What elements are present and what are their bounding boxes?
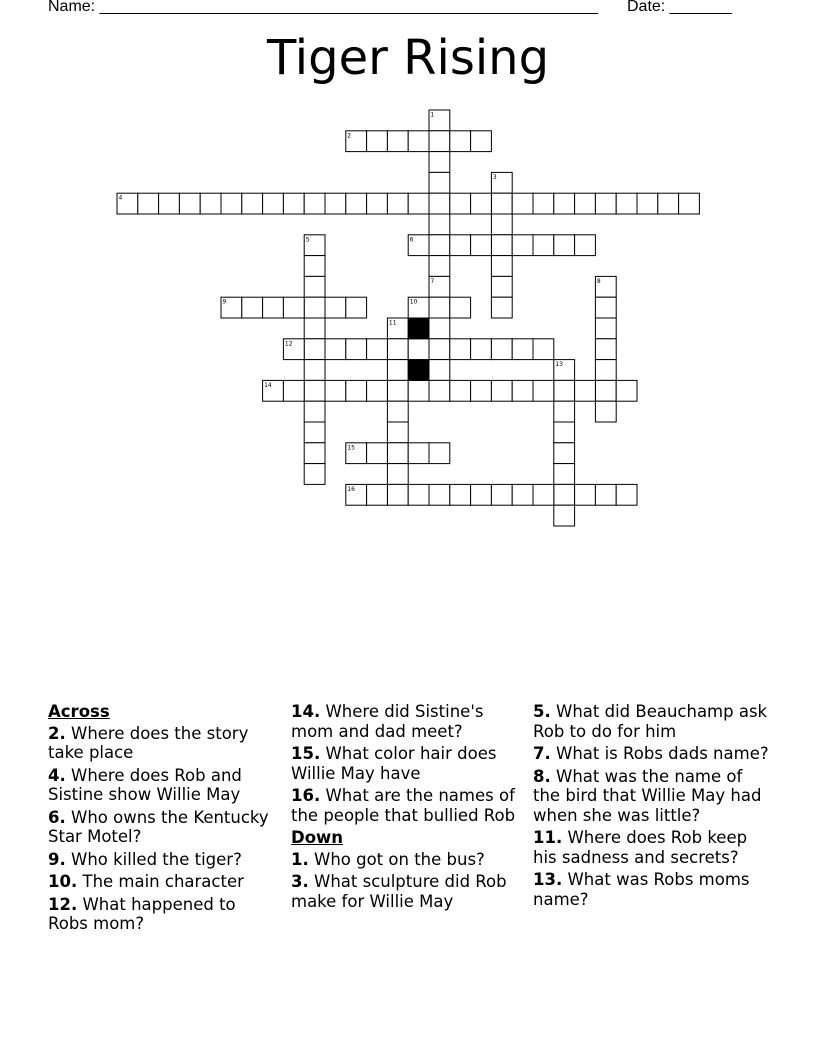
clue-text: What color hair does Willie May have bbox=[291, 744, 497, 783]
grid-cell[interactable] bbox=[304, 256, 325, 277]
grid-cell[interactable] bbox=[304, 401, 325, 422]
grid-cell[interactable] bbox=[387, 193, 408, 214]
clue-across-9 bbox=[48, 850, 280, 870]
grid-cell[interactable] bbox=[450, 131, 471, 152]
grid-cell[interactable] bbox=[491, 235, 512, 256]
cell-number-10: 10 bbox=[409, 298, 418, 306]
grid-cell[interactable] bbox=[429, 380, 450, 401]
clue-number: 6. bbox=[48, 807, 66, 827]
grid-cell[interactable] bbox=[263, 193, 284, 214]
clue-number: 1. bbox=[291, 849, 309, 869]
grid-cell[interactable] bbox=[304, 443, 325, 464]
clue-text: Where does Rob keep his sadness and secrets? bbox=[533, 828, 748, 867]
grid-cell[interactable] bbox=[429, 318, 450, 339]
grid-cell[interactable] bbox=[221, 193, 242, 214]
clue-number: 3. bbox=[291, 872, 309, 891]
grid-cell[interactable] bbox=[367, 131, 388, 152]
grid-cell[interactable] bbox=[533, 484, 554, 505]
clue-number: 5. bbox=[533, 702, 551, 721]
grid-cell[interactable] bbox=[575, 484, 596, 505]
grid-cell[interactable] bbox=[346, 297, 367, 318]
clue-number: 15. bbox=[291, 744, 321, 763]
clue-down-7 bbox=[533, 744, 769, 764]
grid-cell[interactable] bbox=[179, 193, 200, 214]
grid-cell[interactable] bbox=[512, 193, 533, 214]
grid-cell[interactable] bbox=[533, 380, 554, 401]
clue-text: What is Robs dads name? bbox=[556, 744, 769, 763]
grid-cell[interactable] bbox=[408, 443, 429, 464]
puzzle-title: Tiger Rising bbox=[266, 30, 550, 86]
grid-cell[interactable] bbox=[491, 193, 512, 214]
grid-cell[interactable] bbox=[616, 380, 637, 401]
grid-cell[interactable] bbox=[491, 484, 512, 505]
clues-column-2 bbox=[291, 702, 527, 914]
grid-cell[interactable] bbox=[595, 339, 616, 360]
grid-cell[interactable] bbox=[554, 380, 575, 401]
grid-cell[interactable] bbox=[575, 235, 596, 256]
grid-cell[interactable] bbox=[367, 380, 388, 401]
clue-number: 9. bbox=[48, 849, 66, 869]
grid-cell[interactable] bbox=[387, 360, 408, 381]
grid-cell[interactable] bbox=[554, 193, 575, 214]
grid-cell[interactable] bbox=[491, 297, 512, 318]
cell-number-13: 13 bbox=[555, 361, 563, 369]
grid-cell[interactable] bbox=[429, 360, 450, 381]
grid-cell[interactable] bbox=[304, 380, 325, 401]
grid-cell[interactable] bbox=[450, 235, 471, 256]
grid-cell[interactable] bbox=[346, 193, 367, 214]
clue-across-10 bbox=[48, 872, 280, 892]
clue-number: 11. bbox=[533, 828, 563, 847]
grid-cell[interactable] bbox=[429, 297, 450, 318]
grid-cell[interactable] bbox=[491, 339, 512, 360]
cell-number-5: 5 bbox=[305, 236, 310, 244]
grid-cell[interactable] bbox=[304, 422, 325, 443]
clue-down-3 bbox=[291, 872, 527, 911]
clue-number: 4. bbox=[48, 765, 66, 785]
grid-cell[interactable] bbox=[408, 131, 429, 152]
clue-text: Where does the story take place bbox=[48, 723, 249, 762]
grid-cell[interactable] bbox=[491, 214, 512, 235]
grid-cell[interactable] bbox=[533, 193, 554, 214]
grid-cell[interactable] bbox=[595, 380, 616, 401]
grid-cell[interactable] bbox=[263, 297, 284, 318]
clue-down-11 bbox=[533, 828, 769, 867]
clue-across-15 bbox=[291, 744, 527, 783]
grid-cell[interactable] bbox=[304, 339, 325, 360]
grid-cell[interactable] bbox=[471, 193, 492, 214]
cell-number-3: 3 bbox=[492, 173, 497, 181]
clue-text: What did Beauchamp ask Rob to do for him bbox=[533, 702, 768, 741]
grid-cell[interactable] bbox=[325, 339, 346, 360]
clue-text: Where does Rob and Sistine show Willie May bbox=[48, 765, 242, 804]
clue-across-14 bbox=[291, 702, 527, 741]
clue-down-8 bbox=[533, 767, 769, 826]
grid-cell[interactable] bbox=[450, 193, 471, 214]
grid-cell[interactable] bbox=[138, 193, 159, 214]
grid-cell[interactable] bbox=[429, 214, 450, 235]
cell-number-12: 12 bbox=[284, 340, 293, 348]
grid-cell[interactable] bbox=[595, 318, 616, 339]
grid-cell[interactable] bbox=[658, 193, 679, 214]
clue-number: 10. bbox=[48, 872, 78, 891]
grid-cell[interactable] bbox=[304, 276, 325, 297]
grid-cell[interactable] bbox=[387, 380, 408, 401]
name-field: Name: ________________________________________________________ bbox=[48, 0, 598, 15]
grid-cell[interactable] bbox=[429, 193, 450, 214]
grid-cell[interactable] bbox=[450, 380, 471, 401]
grid-cell[interactable] bbox=[491, 276, 512, 297]
grid-cell[interactable] bbox=[575, 193, 596, 214]
grid-cell[interactable] bbox=[471, 235, 492, 256]
cell-number-14: 14 bbox=[264, 381, 272, 389]
grid-cell[interactable] bbox=[471, 484, 492, 505]
grid-cell[interactable] bbox=[471, 131, 492, 152]
grid-cell[interactable] bbox=[367, 443, 388, 464]
grid-cell[interactable] bbox=[450, 339, 471, 360]
grid-cell[interactable] bbox=[616, 484, 637, 505]
grid-cell[interactable] bbox=[387, 339, 408, 360]
grid-cell[interactable] bbox=[450, 297, 471, 318]
clue-across-4 bbox=[48, 766, 280, 805]
grid-cell[interactable] bbox=[408, 339, 429, 360]
cell-number-6: 6 bbox=[409, 236, 414, 244]
grid-cell[interactable] bbox=[367, 339, 388, 360]
grid-cell[interactable] bbox=[554, 235, 575, 256]
grid-cell[interactable] bbox=[595, 401, 616, 422]
clue-number: 13. bbox=[533, 870, 563, 889]
clues-column-3 bbox=[533, 702, 769, 912]
grid-cell[interactable] bbox=[304, 193, 325, 214]
grid-cell[interactable] bbox=[575, 380, 596, 401]
grid-cell[interactable] bbox=[200, 193, 221, 214]
grid-cell[interactable] bbox=[595, 297, 616, 318]
grid-cell[interactable] bbox=[554, 505, 575, 526]
clue-text: What sculpture did Rob make for Willie May bbox=[291, 872, 507, 911]
clue-text: What happened to Robs mom? bbox=[48, 894, 236, 933]
clue-down-5 bbox=[533, 702, 769, 741]
grid-cell[interactable] bbox=[429, 443, 450, 464]
grid-cell[interactable] bbox=[554, 484, 575, 505]
clue-across-6 bbox=[48, 808, 280, 847]
blacked-cell bbox=[408, 318, 429, 339]
grid-cell[interactable] bbox=[429, 256, 450, 277]
grid-cell[interactable] bbox=[159, 193, 180, 214]
cell-number-9: 9 bbox=[222, 298, 227, 306]
grid-cell[interactable] bbox=[429, 484, 450, 505]
grid-cell[interactable] bbox=[387, 464, 408, 485]
grid-cell[interactable] bbox=[387, 131, 408, 152]
grid-cell[interactable] bbox=[554, 443, 575, 464]
grid-cell[interactable] bbox=[471, 339, 492, 360]
grid-cell[interactable] bbox=[595, 193, 616, 214]
grid-cell[interactable] bbox=[491, 380, 512, 401]
clue-across-16 bbox=[291, 786, 527, 825]
clue-across-2 bbox=[48, 724, 280, 763]
clue-text: Who killed the tiger? bbox=[71, 849, 242, 869]
grid-cell[interactable] bbox=[304, 318, 325, 339]
grid-cell[interactable] bbox=[595, 360, 616, 381]
clue-text: What was Robs moms name? bbox=[533, 870, 750, 909]
grid-cell[interactable] bbox=[450, 484, 471, 505]
clue-text: Where did Sistine's mom and dad meet? bbox=[291, 702, 484, 741]
cell-number-11: 11 bbox=[388, 319, 397, 327]
grid-cell[interactable] bbox=[595, 484, 616, 505]
clue-number: 8. bbox=[533, 766, 551, 786]
grid-cell[interactable] bbox=[367, 193, 388, 214]
grid-cell[interactable] bbox=[471, 380, 492, 401]
grid-cell[interactable] bbox=[242, 193, 263, 214]
clue-across-12 bbox=[48, 895, 280, 934]
clue-down-13 bbox=[533, 870, 769, 909]
clue-text: The main character bbox=[82, 872, 244, 891]
cell-number-1: 1 bbox=[430, 111, 435, 119]
clue-text: What was the name of the bird that Willie May had when she was little? bbox=[533, 766, 762, 825]
down-heading: Down bbox=[291, 828, 344, 847]
grid-cell[interactable] bbox=[512, 235, 533, 256]
cell-number-15: 15 bbox=[347, 444, 355, 452]
grid-cell[interactable] bbox=[387, 401, 408, 422]
cell-number-8: 8 bbox=[596, 277, 601, 285]
grid-cell[interactable] bbox=[283, 193, 304, 214]
grid-cell[interactable] bbox=[429, 235, 450, 256]
blacked-cell bbox=[408, 360, 429, 381]
cell-number-7: 7 bbox=[430, 277, 435, 285]
grid-cell[interactable] bbox=[387, 443, 408, 464]
grid-cell[interactable] bbox=[325, 193, 346, 214]
grid-cell[interactable] bbox=[325, 380, 346, 401]
grid-cell[interactable] bbox=[283, 380, 304, 401]
grid-cell[interactable] bbox=[554, 422, 575, 443]
clue-number: 16. bbox=[291, 786, 321, 805]
grid-cell[interactable] bbox=[304, 464, 325, 485]
grid-cell[interactable] bbox=[346, 339, 367, 360]
grid-cell[interactable] bbox=[429, 152, 450, 173]
grid-cell[interactable] bbox=[242, 297, 263, 318]
grid-cell[interactable] bbox=[679, 193, 700, 214]
across-heading: Across bbox=[48, 702, 110, 721]
clue-text: Who got on the bus? bbox=[314, 849, 485, 869]
cell-number-16: 16 bbox=[347, 485, 355, 493]
grid-cell[interactable] bbox=[637, 193, 658, 214]
clue-text: What are the names of the people that bullied Rob bbox=[291, 786, 516, 825]
grid-cell[interactable] bbox=[533, 339, 554, 360]
grid-cell[interactable] bbox=[429, 339, 450, 360]
grid-cell[interactable] bbox=[533, 235, 554, 256]
grid-cell[interactable] bbox=[512, 380, 533, 401]
grid-cell[interactable] bbox=[325, 297, 346, 318]
grid-cell[interactable] bbox=[554, 464, 575, 485]
grid-cell[interactable] bbox=[408, 484, 429, 505]
clue-number: 2. bbox=[48, 723, 66, 743]
cell-number-2: 2 bbox=[347, 132, 352, 140]
grid-cell[interactable] bbox=[512, 484, 533, 505]
clues-column-1 bbox=[48, 702, 280, 937]
grid-cell[interactable] bbox=[304, 360, 325, 381]
cell-number-4: 4 bbox=[118, 194, 123, 202]
date-field: Date: _______ bbox=[627, 0, 732, 15]
grid-cell[interactable] bbox=[429, 172, 450, 193]
clue-number: 14. bbox=[291, 702, 321, 721]
grid-cell[interactable] bbox=[491, 256, 512, 277]
grid-cell[interactable] bbox=[429, 131, 450, 152]
grid-cell[interactable] bbox=[304, 297, 325, 318]
grid-cell[interactable] bbox=[512, 339, 533, 360]
clue-number: 12. bbox=[48, 894, 78, 914]
grid-cell[interactable] bbox=[554, 401, 575, 422]
grid-cell[interactable] bbox=[387, 484, 408, 505]
grid-cell[interactable] bbox=[408, 380, 429, 401]
grid-cell[interactable] bbox=[283, 297, 304, 318]
grid-cell[interactable] bbox=[408, 193, 429, 214]
grid-cell[interactable] bbox=[346, 380, 367, 401]
grid-cell[interactable] bbox=[387, 422, 408, 443]
clue-down-1 bbox=[291, 850, 527, 870]
grid-cell[interactable] bbox=[367, 484, 388, 505]
grid-cell[interactable] bbox=[616, 193, 637, 214]
clue-text: Who owns the Kentucky Star Motel? bbox=[48, 807, 269, 846]
clue-number: 7. bbox=[533, 744, 551, 763]
